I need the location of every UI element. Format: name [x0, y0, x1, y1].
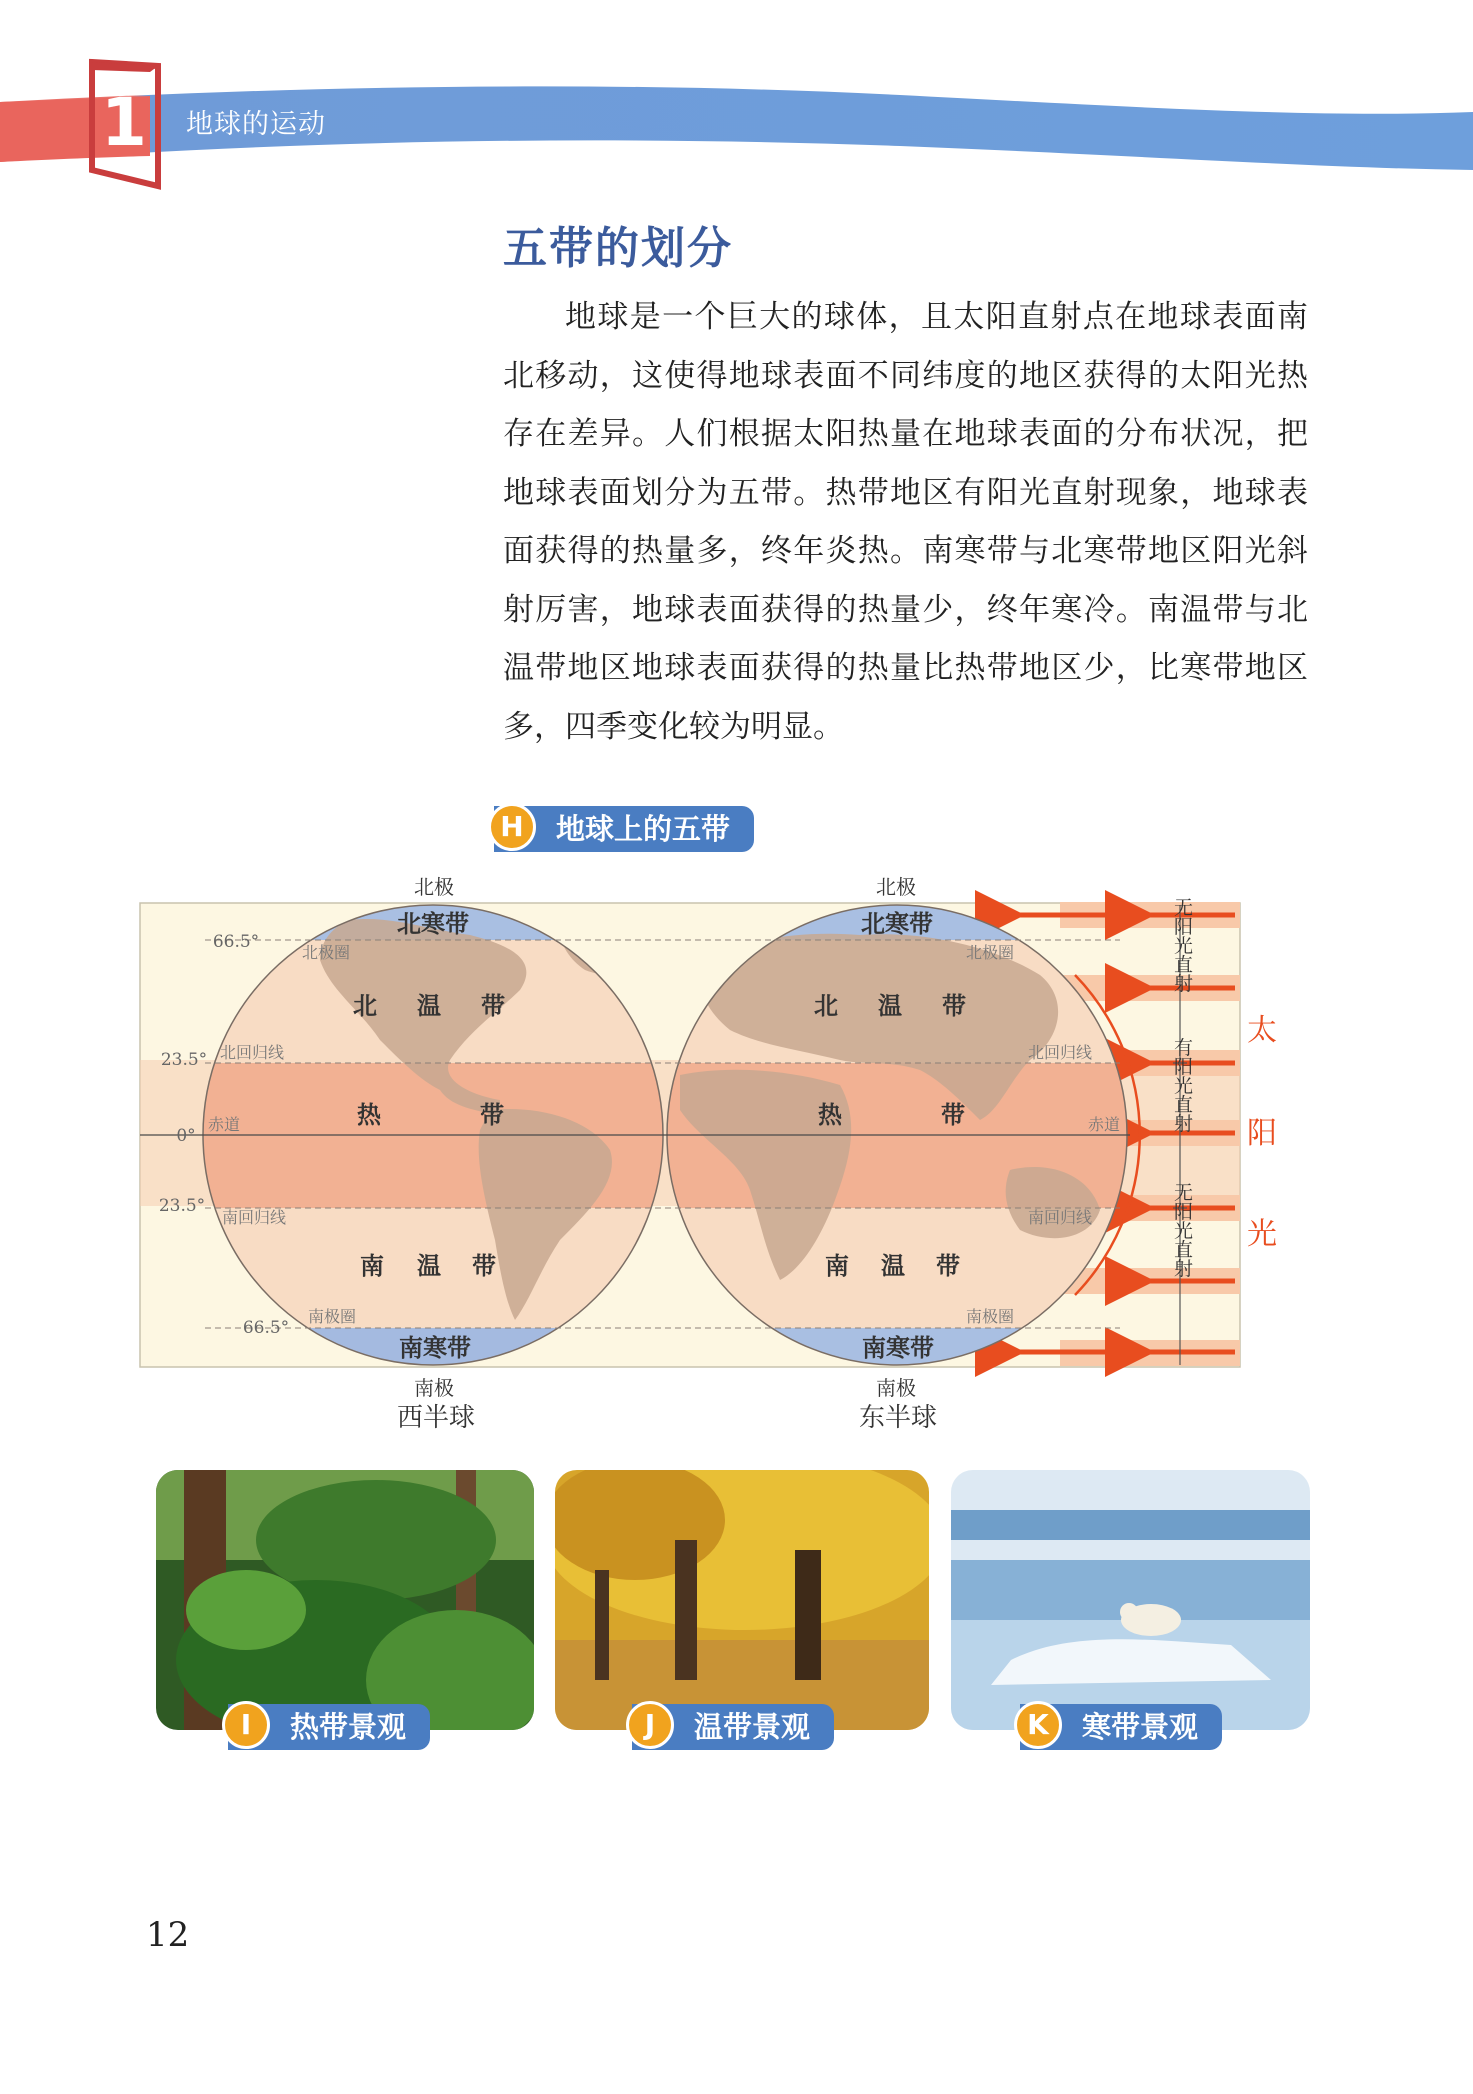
figure-h-title: 地球上的五带 [556, 812, 731, 846]
photo-k-title: 寒带景观 [1082, 1710, 1199, 1744]
arctic-circle-label-east: 北极圈 [966, 943, 1015, 962]
north-temperate-char-3: 带 [481, 992, 505, 1020]
equator-label: 赤道 [208, 1115, 241, 1134]
figure-letter-badge: J [626, 1701, 674, 1749]
tropical-char-2-east: 带 [941, 1101, 965, 1129]
north-temperate-char-1: 北 [353, 992, 377, 1020]
chapter-title: 地球的运动 [186, 109, 326, 140]
north-temperate-char-2-east: 温 [878, 992, 902, 1020]
tropic-cancer-label: 北回归线 [220, 1043, 285, 1062]
south-pole-label-east: 南极 [876, 1376, 916, 1400]
south-temperate-char-1: 南 [360, 1252, 384, 1280]
south-pole-label-west: 南极 [414, 1376, 454, 1400]
south-temperate-char-1-east: 南 [825, 1252, 849, 1280]
photo-j-caption [632, 1704, 834, 1750]
western-hemisphere-label: 西半球 [396, 1403, 476, 1433]
no-direct-sun-label-top: 无阳光直射 [1171, 897, 1193, 993]
equator-label-east: 赤道 [1088, 1115, 1121, 1134]
antarctic-circle-label-east: 南极圈 [966, 1307, 1015, 1326]
sunlight-char-3: 光 [1247, 1217, 1277, 1252]
south-temperate-char-3: 带 [472, 1252, 496, 1280]
antarctic-circle-label: 南极圈 [308, 1307, 357, 1326]
chapter-header-band [0, 0, 1473, 200]
sunlight-char-1: 太 [1247, 1013, 1277, 1048]
direct-sun-label: 有阳光直射 [1171, 1037, 1193, 1133]
temperate-landscape-photo [555, 1470, 929, 1730]
photo-k-caption [1020, 1704, 1222, 1750]
south-temperate-char-3-east: 带 [936, 1252, 960, 1280]
north-pole-label-west: 北极 [414, 875, 454, 899]
lat-label-66-5-south: 66.5° [242, 1318, 290, 1338]
south-frigid-zone-label-east: 南寒带 [862, 1334, 934, 1362]
lat-label-23-5-north: 23.5° [160, 1050, 208, 1070]
section-body: 地球是一个巨大的球体，且太阳直射点在地球表面南北移动，这使得地球表面不同纬度的地区获得的太阳光热存在差异。人们根据太阳热量在地球表面的分布状况，把地球表面划分为五带。热带地区有阳光直射现象，地球表面获得的热量多，终年炎热。南寒带与北寒带地区阳光斜射厉害，地球表面获得的热量少，终年寒冷。南温带与北温带地区地球表面获得的热量比热带地区少，比寒带地区多，四季变化较为明显。 [503, 299, 1308, 745]
lat-label-23-5-south: 23.5° [158, 1196, 206, 1216]
sunlight-char-2: 阳 [1247, 1116, 1277, 1151]
north-temperate-char-3-east: 带 [942, 992, 966, 1020]
five-zones-map [0, 860, 1473, 1440]
frigid-landscape-photo [951, 1470, 1310, 1730]
section-title: 五带的划分 [503, 223, 733, 274]
no-direct-sun-label-bottom: 无阳光直射 [1171, 1182, 1193, 1278]
tropic-capricorn-label: 南回归线 [222, 1208, 287, 1227]
chapter-number: 1 [101, 84, 147, 161]
tropical-char-1: 热 [357, 1101, 381, 1129]
south-frigid-zone-label-west: 南寒带 [399, 1334, 471, 1362]
arctic-circle-label: 北极圈 [302, 943, 351, 962]
north-temperate-char-2: 温 [417, 992, 441, 1020]
lat-label-0: 0° [176, 1126, 196, 1146]
tropical-char-1-east: 热 [818, 1101, 842, 1129]
north-temperate-char-1-east: 北 [814, 992, 838, 1020]
north-pole-label-east: 北极 [876, 875, 916, 899]
figure-letter-badge: K [1014, 1701, 1062, 1749]
page-number: 12 [146, 1915, 190, 1955]
south-temperate-char-2-east: 温 [881, 1252, 905, 1280]
tropical-landscape-photo [156, 1470, 534, 1730]
figure-letter-badge: I [222, 1701, 270, 1749]
tropic-cancer-label-east: 北回归线 [1028, 1043, 1093, 1062]
figure-letter-badge: H [488, 803, 536, 851]
photo-i-caption [228, 1704, 430, 1750]
tropical-char-2: 带 [480, 1101, 504, 1129]
photo-j-title: 温带景观 [694, 1710, 811, 1744]
south-temperate-char-2: 温 [417, 1252, 441, 1280]
north-frigid-zone-label-east: 北寒带 [861, 910, 933, 938]
eastern-hemisphere-label: 东半球 [858, 1403, 938, 1433]
figure-h-caption [494, 806, 754, 852]
north-frigid-zone-label-west: 北寒带 [397, 910, 469, 938]
lat-label-66-5-north: 66.5° [212, 932, 260, 952]
photo-i-title: 热带景观 [290, 1710, 407, 1744]
tropic-capricorn-label-east: 南回归线 [1028, 1208, 1093, 1227]
